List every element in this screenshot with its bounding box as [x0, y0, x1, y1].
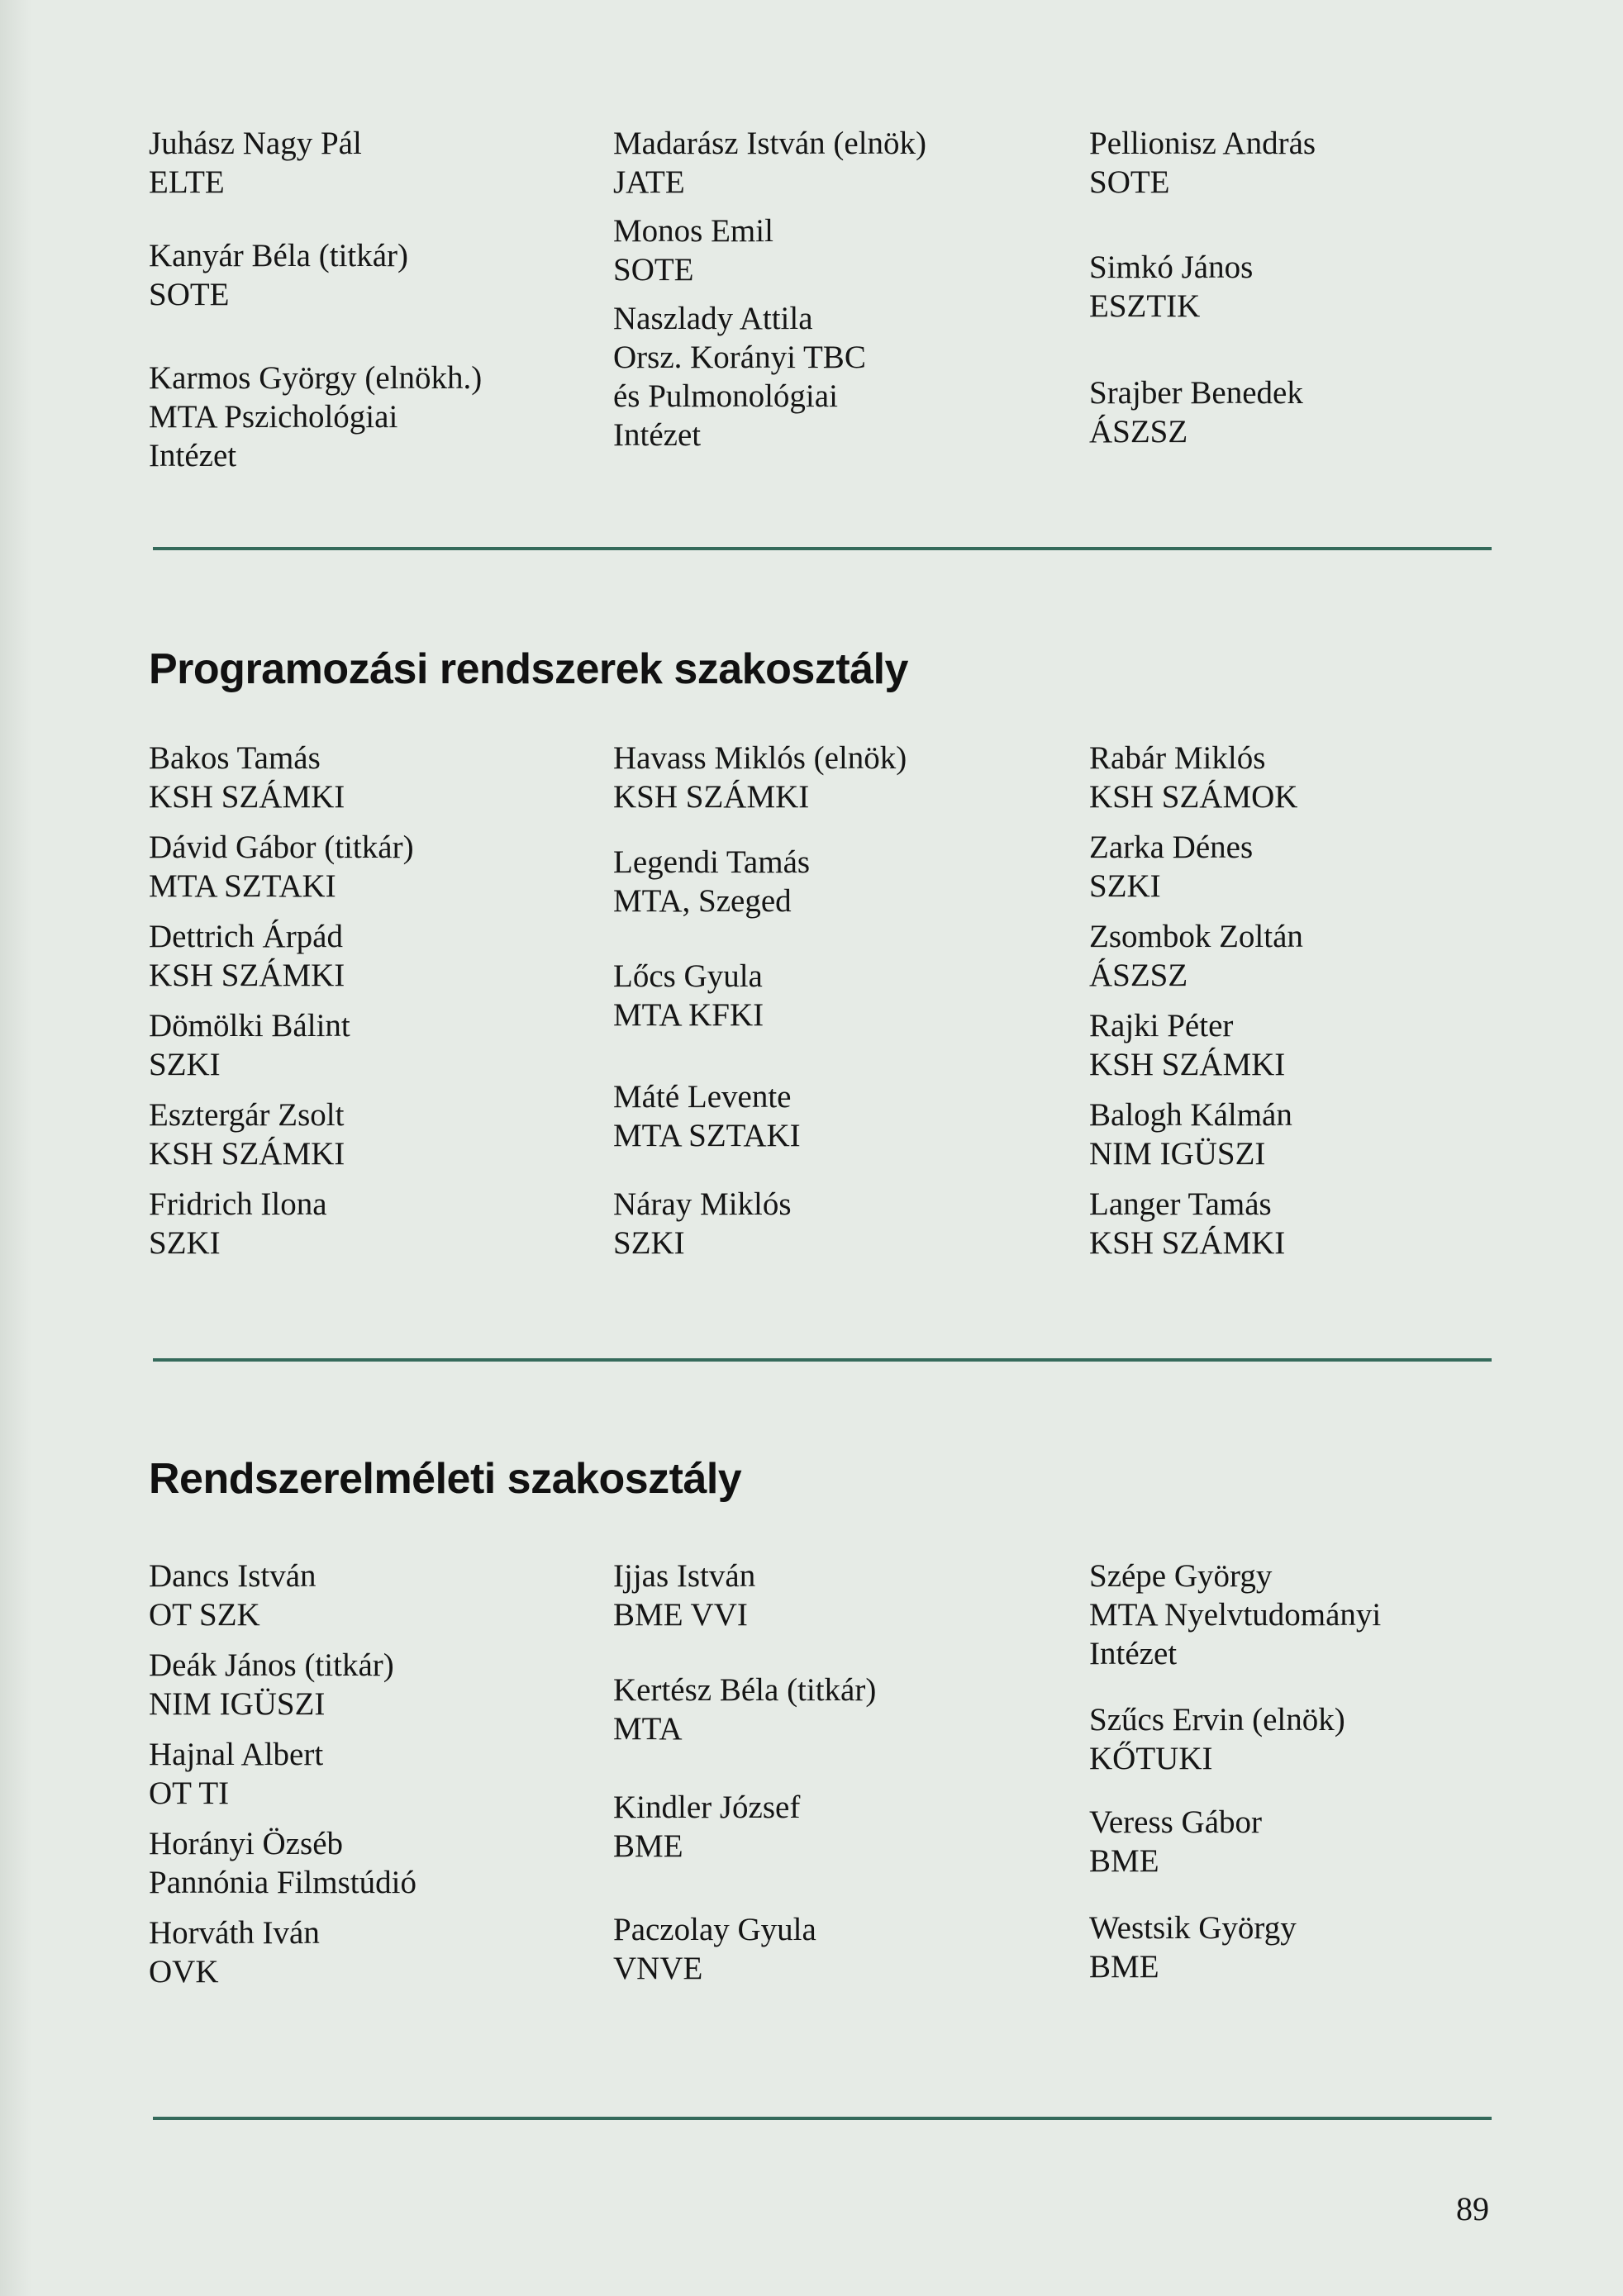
- member-name: Ijjas István: [613, 1558, 756, 1594]
- member-name: Dancs István: [149, 1558, 317, 1594]
- member-affiliation: SOTE: [613, 252, 694, 288]
- member-name: Madarász István (elnök): [613, 126, 927, 161]
- member-affiliation: SOTE: [149, 277, 230, 312]
- member-affiliation: KSH SZÁMKI: [149, 958, 345, 993]
- member-entry: [613, 1788, 1076, 1866]
- member-affiliation: NIM IGÜSZI: [1089, 1136, 1266, 1172]
- member-affiliation: MTA Nyelvtudományi: [1089, 1597, 1382, 1633]
- member-affiliation: SZKI: [149, 1047, 221, 1082]
- member-entry: [149, 1735, 612, 1813]
- member-entry: [149, 124, 612, 202]
- member-name: Monos Emil: [613, 213, 773, 249]
- member-entry: [613, 1557, 1076, 1634]
- member-entry: [149, 1913, 612, 1991]
- member-affiliation: MTA Pszichológiai: [149, 399, 398, 435]
- member-affiliation: MTA: [613, 1711, 683, 1747]
- member-entry: [613, 124, 1076, 202]
- member-affiliation: SZKI: [613, 1225, 685, 1261]
- member-name: Simkó János: [1089, 250, 1254, 285]
- member-affiliation: és Pulmonológiai: [613, 378, 838, 414]
- member-name: Naszlady Attila: [613, 301, 813, 336]
- member-affiliation: Intézet: [149, 438, 237, 473]
- member-entry: [149, 1185, 612, 1262]
- member-name: Bakos Tamás: [149, 740, 321, 776]
- member-affiliation: Intézet: [613, 417, 702, 453]
- member-name: Zarka Dénes: [1089, 830, 1254, 865]
- member-affiliation: MTA KFKI: [613, 997, 764, 1033]
- member-entry: [1089, 248, 1552, 326]
- member-entry: [1089, 1803, 1552, 1880]
- member-affiliation: BME: [1089, 1949, 1159, 1985]
- member-name: Hajnal Albert: [149, 1737, 324, 1772]
- member-affiliation: Pannónia Filmstúdió: [149, 1865, 416, 1900]
- member-affiliation: BME: [613, 1828, 683, 1864]
- member-entry: [149, 739, 612, 816]
- section-title-systems-theory: Rendszerelméleti szakosztály: [149, 1455, 742, 1503]
- member-entry: [613, 739, 1076, 816]
- member-affiliation: KŐTUKI: [1089, 1741, 1213, 1776]
- member-name: Langer Tamás: [1089, 1186, 1272, 1222]
- member-affiliation: KSH SZÁMOK: [1089, 779, 1298, 815]
- member-affiliation: SOTE: [1089, 164, 1170, 200]
- member-name: Deák János (titkár): [149, 1647, 394, 1683]
- member-entry: [613, 1910, 1076, 1988]
- divider-rule-3: [153, 2117, 1492, 2120]
- member-name: Horváth Iván: [149, 1915, 320, 1951]
- member-name: Havass Miklós (elnök): [613, 740, 907, 776]
- member-entry: [613, 1185, 1076, 1262]
- member-affiliation: VNVE: [613, 1951, 703, 1986]
- member-affiliation: NIM IGÜSZI: [149, 1686, 326, 1722]
- member-affiliation: ESZTIK: [1089, 288, 1201, 324]
- member-entry: [149, 917, 612, 995]
- divider-rule-2: [153, 1358, 1492, 1362]
- member-entry: [1089, 1909, 1552, 1986]
- member-entry: [149, 1557, 612, 1634]
- member-affiliation: OVK: [149, 1954, 219, 1989]
- member-affiliation: Orsz. Korányi TBC: [613, 340, 866, 375]
- member-entry: [613, 1077, 1076, 1155]
- member-name: Szűcs Ervin (elnök): [1089, 1702, 1345, 1737]
- divider-rule-1: [153, 547, 1492, 550]
- member-entry: [149, 236, 612, 314]
- member-entry: [613, 957, 1076, 1034]
- member-name: Lőcs Gyula: [613, 958, 763, 994]
- member-affiliation: BME VVI: [613, 1597, 748, 1633]
- page-edge-shadow: [0, 0, 31, 2296]
- member-name: Dávid Gábor (titkár): [149, 830, 414, 865]
- member-affiliation: BME: [1089, 1843, 1159, 1879]
- member-entry: [149, 1824, 612, 1902]
- page-number: 89: [1456, 2190, 1489, 2227]
- member-affiliation: ÁSZSZ: [1089, 958, 1188, 993]
- member-entry: [1089, 124, 1552, 202]
- member-entry: [149, 359, 612, 475]
- member-entry: [613, 299, 1076, 454]
- member-entry: [613, 212, 1076, 289]
- member-affiliation: MTA, Szeged: [613, 883, 792, 919]
- member-name: Balogh Kálmán: [1089, 1097, 1292, 1133]
- member-name: Juhász Nagy Pál: [149, 126, 362, 161]
- member-name: Horányi Özséb: [149, 1826, 344, 1861]
- member-affiliation: SZKI: [1089, 868, 1161, 904]
- member-entry: [1089, 373, 1552, 451]
- member-name: Esztergár Zsolt: [149, 1097, 345, 1133]
- member-entry: [1089, 1185, 1552, 1262]
- member-name: Fridrich Ilona: [149, 1186, 327, 1222]
- member-name: Srajber Benedek: [1089, 375, 1303, 411]
- member-entry: [149, 1096, 612, 1173]
- member-name: Kertész Béla (titkár): [613, 1672, 877, 1708]
- member-name: Rajki Péter: [1089, 1008, 1234, 1043]
- member-entry: [613, 1671, 1076, 1748]
- member-entry: [1089, 1700, 1552, 1778]
- member-affiliation: KSH SZÁMKI: [1089, 1047, 1286, 1082]
- member-affiliation: KSH SZÁMKI: [613, 779, 810, 815]
- member-name: Paczolay Gyula: [613, 1912, 816, 1947]
- member-affiliation: ELTE: [149, 164, 225, 200]
- member-entry: [149, 828, 612, 906]
- member-entry: [1089, 828, 1552, 906]
- member-affiliation: MTA SZTAKI: [149, 868, 336, 904]
- member-affiliation: MTA SZTAKI: [613, 1118, 801, 1153]
- member-entry: [1089, 1006, 1552, 1084]
- member-entry: [1089, 917, 1552, 995]
- member-name: Kanyár Béla (titkár): [149, 238, 409, 273]
- member-affiliation: OT TI: [149, 1775, 230, 1811]
- member-name: Westsik György: [1089, 1910, 1297, 1946]
- member-name: Náray Miklós: [613, 1186, 792, 1222]
- member-affiliation: KSH SZÁMKI: [149, 1136, 345, 1172]
- member-name: Veress Gábor: [1089, 1804, 1263, 1840]
- member-name: Dettrich Árpád: [149, 919, 343, 954]
- member-name: Pellionisz András: [1089, 126, 1316, 161]
- section-title-programming-systems: Programozási rendszerek szakosztály: [149, 645, 908, 693]
- member-affiliation: KSH SZÁMKI: [149, 779, 345, 815]
- member-affiliation: KSH SZÁMKI: [1089, 1225, 1286, 1261]
- member-name: Kindler József: [613, 1790, 801, 1825]
- member-name: Legendi Tamás: [613, 844, 811, 880]
- member-affiliation: Intézet: [1089, 1636, 1178, 1671]
- member-affiliation: JATE: [613, 164, 685, 200]
- member-name: Karmos György (elnökh.): [149, 360, 483, 396]
- member-affiliation: ÁSZSZ: [1089, 414, 1188, 449]
- member-name: Rabár Miklós: [1089, 740, 1266, 776]
- member-name: Szépe György: [1089, 1558, 1273, 1594]
- member-entry: [613, 843, 1076, 920]
- member-name: Máté Levente: [613, 1079, 792, 1115]
- member-entry: [1089, 1096, 1552, 1173]
- member-entry: [149, 1646, 612, 1723]
- member-name: Dömölki Bálint: [149, 1008, 350, 1043]
- member-entry: [1089, 739, 1552, 816]
- member-name: Zsombok Zoltán: [1089, 919, 1303, 954]
- member-entry: [1089, 1557, 1552, 1673]
- member-entry: [149, 1006, 612, 1084]
- member-affiliation: SZKI: [149, 1225, 221, 1261]
- member-affiliation: OT SZK: [149, 1597, 260, 1633]
